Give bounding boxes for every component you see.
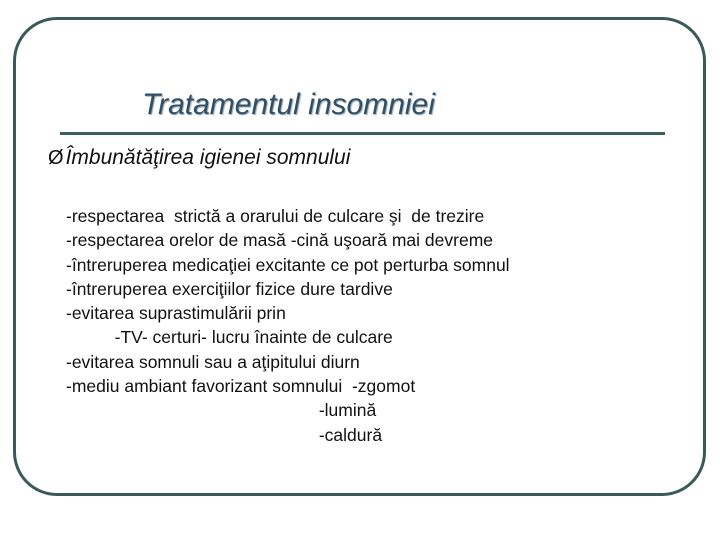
arrow-right-icon: Ø <box>48 146 64 169</box>
body-line: -respectarea strictă a orarului de culcare şi de trezire <box>66 206 485 226</box>
body-line: -caldură <box>66 424 383 445</box>
body-line: -TV- certuri- lucru înainte de culcare <box>66 327 393 348</box>
main-bullet <box>48 146 350 170</box>
body-line: -evitarea suprastimulării prin <box>66 303 286 324</box>
body-lines <box>66 204 510 447</box>
main-bullet-text: Îmbunătăţirea igienei somnului <box>65 146 351 169</box>
body-line: -întreruperea medicaţiei excitante ce pot perturba somnul <box>66 254 510 275</box>
body-line: -întreruperea exerciţiilor fizice dure tardive <box>66 278 393 299</box>
body-line: -lumină <box>66 400 377 421</box>
body-line: -evitarea somnuli sau a aţipitului diurn <box>66 351 360 372</box>
slide-title: Tratamentul insomniei <box>142 88 435 121</box>
body-line: -mediu ambiant favorizant somnului -zgomot <box>66 376 416 397</box>
body-line: -respectarea orelor de masă -cină uşoară mai devreme <box>66 230 493 251</box>
title-divider <box>60 132 665 135</box>
